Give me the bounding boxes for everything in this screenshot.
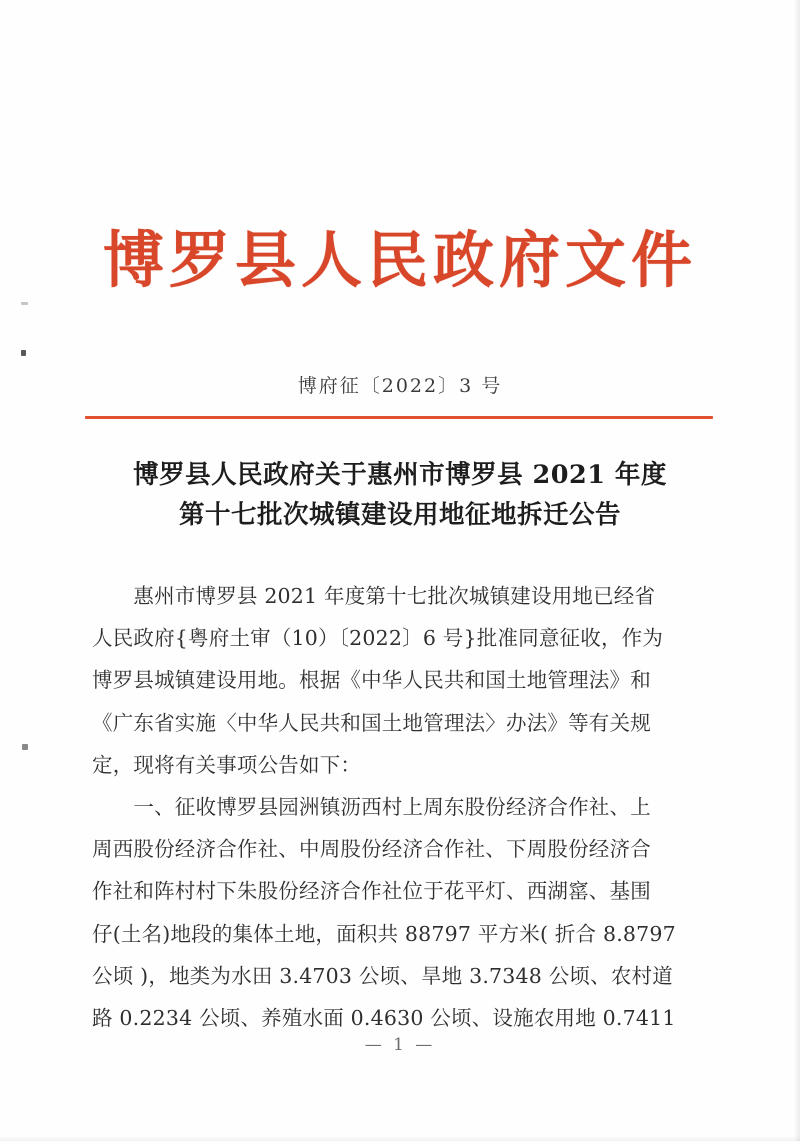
body-line: 作社和阵村村下朱股份经济合作社位于花平灯、西湖窰、基围 — [92, 879, 651, 904]
page-title-line-1: 博罗县人民政府关于惠州市博罗县 2021 年度 — [133, 460, 667, 490]
masthead-title: 博罗县人民政府文件 — [102, 225, 697, 296]
red-separator-rule — [85, 416, 713, 419]
document-body — [92, 575, 712, 1039]
body-line: 一、征收博罗县园洲镇沥西村上周东股份经济合作社、上 — [92, 795, 651, 820]
body-line: 公顷 )，地类为水田 3.4703 公顷、旱地 3.7348 公顷、农村道 — [92, 963, 673, 988]
page-title — [92, 455, 708, 535]
scan-speck-artifact — [21, 302, 28, 305]
paragraph-intro — [92, 575, 712, 786]
body-line: 博罗县城镇建设用地。根据《中华人民共和国土地管理法》和 — [92, 668, 651, 693]
body-line: 路 0.2234 公顷、养殖水面 0.4630 公顷、设施农用地 0.7411 — [92, 1006, 676, 1031]
body-line: 人民政府{粤府土审（10）〔2022〕6 号}批准同意征收，作为 — [92, 626, 664, 651]
scan-edge-shadow-bottom — [0, 1136, 800, 1141]
scan-edge-shadow-right — [794, 0, 800, 1141]
scan-speck-artifact — [21, 350, 26, 356]
body-line: 仔(土名)地段的集体土地，面积共 88797 平方米( 折合 8.8797 — [92, 921, 676, 946]
page-number: — 1 — — [364, 1035, 436, 1055]
body-line: 周西股份经济合作社、中周股份经济合作社、下周股份经济合 — [92, 837, 651, 862]
document-number: 博府征〔2022〕3 号 — [297, 375, 503, 397]
body-line: 定，现将有关事项公告如下： — [92, 752, 362, 777]
scan-speck-artifact — [22, 744, 28, 750]
page-title-line-2: 第十七批次城镇建设用地征地拆迁公告 — [178, 500, 621, 530]
paragraph-item-one — [92, 786, 712, 1039]
body-line: 《广东省实施〈中华人民共和国土地管理法〉办法》等有关规 — [92, 710, 651, 735]
masthead — [0, 225, 800, 296]
body-line: 惠州市博罗县 2021 年度第十七批次城镇建设用地已经省 — [92, 584, 656, 608]
